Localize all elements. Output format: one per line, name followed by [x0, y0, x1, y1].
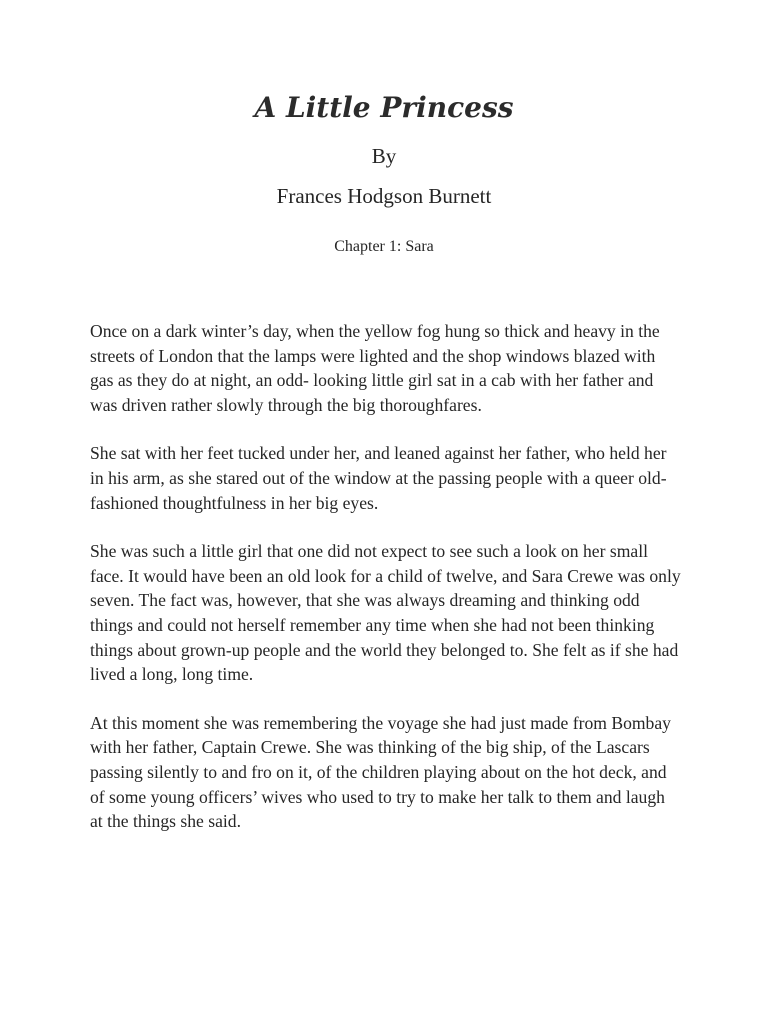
book-title: A Little Princess [254, 91, 514, 124]
author-name: Frances Hodgson Burnett [276, 184, 492, 208]
chapter-body [90, 319, 682, 858]
byline: By [371, 144, 397, 168]
paragraph: She was such a little girl that one did not expect to see such a look on her small face. It would have been an old look for a child of twelve, and Sara Crewe was only seven. The fact was, however, that she was always dreaming and thinking odd things and could not herself remember any time when she had not been thinking things about grown-up people and the world they belonged to. She felt as if she had lived a long, long time. [90, 541, 681, 685]
paragraph: She sat with her feet tucked under her, and leaned against her father, who held her in his arm, as she stared out of the window at the passing people with a queer old-fashioned thoughtfulness in her big eyes. [90, 443, 667, 513]
paragraph: Once on a dark winter’s day, when the yellow fog hung so thick and heavy in the streets of London that the lamps were lighted and the shop windows blazed with gas as they do at night, an odd- looking little girl sat in a cab with her father and was driven rather slowly through the big thoroughfares. [90, 321, 660, 415]
chapter-heading: Chapter 1: Sara [334, 238, 434, 255]
paragraph: At this moment she was remembering the voyage she had just made from Bombay with her father, Captain Crewe. She was thinking of the big ship, of the Lascars passing silently to and fro on it, of the children playing about on the hot deck, and of some young officers’ wives who used to try to make her talk to them and laugh at the things she said. [90, 712, 671, 832]
